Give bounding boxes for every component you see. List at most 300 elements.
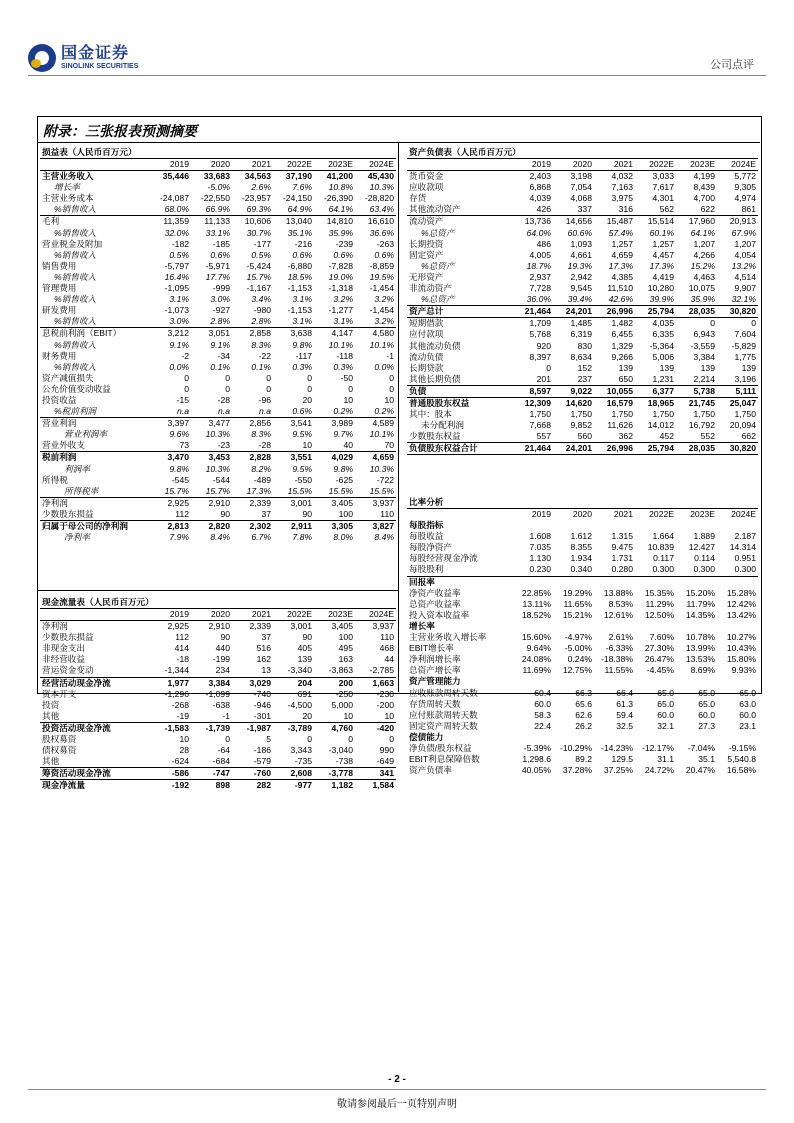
cell-value: 18.7% <box>526 260 551 271</box>
cell-value: 11,626 <box>607 420 633 431</box>
page-number: - 2 - <box>388 1074 406 1085</box>
cell-value: 0 <box>184 383 189 394</box>
cell-value: 200 <box>338 677 353 688</box>
cell-value: -550 <box>294 474 312 485</box>
cell-value: 3,001 <box>290 621 312 632</box>
cell-value: -1 <box>386 350 394 361</box>
cell-value: -15 <box>176 394 189 405</box>
table-row <box>40 521 396 533</box>
cell-value: -5,364 <box>649 340 674 351</box>
cell-value: 110 <box>380 632 394 643</box>
cell-value: 8,597 <box>512 385 553 397</box>
cell-value: 162 <box>256 654 271 665</box>
table-row <box>407 588 758 599</box>
table-row <box>40 261 396 272</box>
cell-value <box>553 676 594 687</box>
cell-value: 8.3% <box>251 429 271 440</box>
cell-value: 13.42% <box>726 609 756 620</box>
cell-value: 1.315 <box>611 531 633 542</box>
cell-value <box>553 520 594 531</box>
row-label: %销售收入 <box>54 227 97 238</box>
row-label: %销售收入 <box>40 316 150 328</box>
cell-value: 3,198 <box>570 171 592 182</box>
cell-value: 11.79% <box>686 598 715 609</box>
cell-value: 10.3% <box>205 463 230 474</box>
cell-value: 0 <box>389 372 394 383</box>
table-row <box>407 754 758 765</box>
cell-value: 61.3 <box>616 698 633 709</box>
cell-value: 2,858 <box>249 328 271 339</box>
cell-value: 5,000 <box>331 699 353 710</box>
cell-value: 9.1% <box>169 339 189 350</box>
row-label: 应付款项 <box>409 329 444 340</box>
row-label: EBIT利息保障倍数 <box>409 754 480 765</box>
cell-value: 20.47% <box>685 765 715 776</box>
row-label: 回报率 <box>409 576 435 587</box>
table-row <box>40 475 396 486</box>
cell-value: 24,201 <box>553 306 594 318</box>
cell-value: -5,797 <box>164 260 189 271</box>
logo-english-name: SINOLINK SECURITIES <box>61 63 139 70</box>
cell-value: 3,989 <box>331 418 353 429</box>
cell-value: 362 <box>594 431 635 443</box>
row-label: 资产总计 <box>407 306 512 318</box>
cell-value: 7.6% <box>292 182 312 193</box>
cell-value: 7.8% <box>292 532 312 543</box>
cell-value: 4,029 <box>331 452 353 463</box>
cell-value: 4,659 <box>611 249 633 260</box>
cell-value: 60.0 <box>534 698 551 709</box>
cell-value: 2,339 <box>249 621 271 632</box>
table-row <box>407 363 758 374</box>
row-label: 存货 <box>409 193 427 204</box>
cell-value: 3,033 <box>652 171 674 182</box>
cell-value: 41,200 <box>326 171 353 182</box>
cell-value: 2,339 <box>249 497 271 508</box>
cell-value: 25,047 <box>729 397 756 408</box>
row-label: 投资 <box>42 699 60 710</box>
cell-value: 562 <box>635 204 676 216</box>
row-label: 所得税 <box>42 474 68 485</box>
cell-value <box>635 621 676 632</box>
cell-value: 10,055 <box>594 385 635 397</box>
cell-value: 990 <box>379 745 394 756</box>
cell-value: 0.6% <box>374 249 394 260</box>
table-row <box>407 250 758 261</box>
cell-value: -200 <box>376 699 394 710</box>
cell-value: 10.1% <box>328 339 353 350</box>
cell-value: 486 <box>536 238 551 249</box>
cell-value: 65.6 <box>575 698 592 709</box>
row-label: 公允价值变动收益 <box>42 383 111 394</box>
section-title: 资产负债表（人民币百万元） <box>407 146 758 159</box>
cell-value: 0 <box>184 372 189 383</box>
cell-value: 8.4% <box>374 532 394 543</box>
cell-value: 15.20% <box>685 587 715 598</box>
cell-value <box>635 732 676 743</box>
cell-value: 6,943 <box>693 329 715 340</box>
cell-value: 0.340 <box>553 564 594 576</box>
table-row <box>407 564 758 576</box>
cell-value: 3,937 <box>372 497 394 508</box>
cell-value: 7,163 <box>611 182 633 193</box>
cell-value: 414 <box>174 643 189 654</box>
year-header: 2020 <box>191 159 232 171</box>
cell-value: 139 <box>700 362 715 373</box>
cell-value: 32.1 <box>657 720 674 731</box>
row-label: 固定资产周转天数 <box>409 720 478 731</box>
cell-value: 2,925 <box>167 497 189 508</box>
cell-value: 33.1% <box>205 227 230 238</box>
cell-value: 100 <box>338 632 353 643</box>
cell-value: 2,937 <box>529 271 551 282</box>
cell-value: 17.7% <box>205 271 230 282</box>
cell-value: 2.6% <box>251 182 271 193</box>
row-label: 主营业务收入增长率 <box>409 632 487 643</box>
cell-value: 16,579 <box>606 397 633 408</box>
cell-value: 1,977 <box>167 677 189 688</box>
row-label: 存货周转天数 <box>409 698 461 709</box>
table-row <box>407 239 758 250</box>
cell-value: 9.6% <box>169 429 189 440</box>
cell-value: -3,559 <box>690 340 715 351</box>
cell-value: -1,454 <box>369 283 394 294</box>
cell-value: 9,305 <box>734 182 756 193</box>
cell-value: 7.9% <box>169 532 189 543</box>
year-header: 2021 <box>232 609 273 621</box>
cell-value: 0 <box>751 318 756 329</box>
row-label: 营业外收支 <box>40 440 150 452</box>
cell-value: 7,617 <box>652 182 674 193</box>
cell-value: 40.05% <box>521 765 551 776</box>
cell-value: -263 <box>376 238 394 249</box>
cell-value: -625 <box>335 474 353 485</box>
cell-value: 11,133 <box>204 216 230 227</box>
row-label: 流动负债 <box>409 351 444 362</box>
row-label: 主营业务成本 <box>42 193 94 204</box>
cell-value: 4,147 <box>331 328 353 339</box>
cell-value: 1,750 <box>652 409 674 420</box>
cell-value: 26,996 <box>594 443 635 455</box>
cell-value <box>594 621 635 632</box>
cell-value: -999 <box>212 283 230 294</box>
row-label: 负债股东权益合计 <box>407 443 512 455</box>
cell-value: 5,772 <box>734 171 756 182</box>
row-label: 现金净流量 <box>42 780 85 791</box>
cell-value: 60.4 <box>534 687 551 698</box>
cell-value: -2 <box>181 350 189 361</box>
cell-value: 4,589 <box>372 418 394 429</box>
table-row <box>407 520 758 531</box>
row-label: 非现金支出 <box>42 643 85 654</box>
cell-value: 9,545 <box>570 283 592 294</box>
cell-value: -28,820 <box>364 193 394 204</box>
table-row <box>40 509 396 521</box>
year-header: 2019 <box>150 609 191 621</box>
row-label: %销售收入 <box>54 271 97 282</box>
cell-value: 1,298.6 <box>522 754 551 765</box>
cell-value: 2,925 <box>167 621 189 632</box>
cell-value: 21,464 <box>512 443 553 455</box>
table-row <box>407 688 758 699</box>
cell-value: -22,550 <box>200 193 230 204</box>
cell-value: 18,965 <box>647 397 674 408</box>
cell-value: -740 <box>253 688 271 699</box>
row-label: EBIT增长率 <box>409 643 454 654</box>
ratio-analysis-table <box>407 496 758 776</box>
cell-value: 3,384 <box>208 677 230 688</box>
cell-value: -5,829 <box>731 340 756 351</box>
cell-value: 3,384 <box>693 351 715 362</box>
cell-value: 139 <box>659 362 674 373</box>
cell-value: 37.28% <box>562 765 592 776</box>
cell-value: 8.4% <box>210 532 230 543</box>
cell-value: 4,580 <box>372 328 394 339</box>
cell-value <box>512 621 553 632</box>
cell-value: 16.58% <box>726 765 756 776</box>
row-label: %总资产 <box>407 294 512 306</box>
cell-value: 4,760 <box>331 722 353 733</box>
cell-value: 2,828 <box>249 452 271 463</box>
table-row <box>40 216 396 228</box>
cell-value: -230 <box>376 688 394 699</box>
table-row <box>40 780 396 792</box>
cell-value: 0.300 <box>635 564 676 576</box>
row-label: 营业利润 <box>42 418 77 429</box>
cell-value: 0.5% <box>169 249 189 260</box>
row-label: 短期借款 <box>409 318 444 329</box>
table-row <box>407 699 758 710</box>
cell-value: 14,810 <box>326 216 353 227</box>
row-label: 流动资产 <box>409 216 444 227</box>
row-label: 投资活动现金净流 <box>42 722 111 733</box>
row-label: 营运资金变动 <box>40 665 150 677</box>
table-row <box>40 362 396 373</box>
row-label: 投入资本收益率 <box>409 609 470 620</box>
year-header: 2023E <box>314 609 355 621</box>
table-row <box>40 700 396 711</box>
cell-value: 28,035 <box>676 306 717 318</box>
table-row <box>407 632 758 643</box>
year-header: 2020 <box>553 159 594 171</box>
cell-value: 110 <box>355 509 396 521</box>
cell-value: -1,318 <box>328 283 353 294</box>
cell-value: 13,736 <box>524 216 551 227</box>
cell-value: 15.5% <box>355 486 396 498</box>
cell-value: 0 <box>266 372 271 383</box>
cell-value: -1,153 <box>287 283 312 294</box>
cell-value: 6,377 <box>635 385 676 397</box>
cell-value: 2.61% <box>608 632 633 643</box>
row-label: 长期投资 <box>409 238 444 249</box>
cell-value: 35.9% <box>676 294 717 306</box>
cell-value: -1,739 <box>205 722 230 733</box>
cell-value: 15.7% <box>191 486 232 498</box>
cell-value: 0 <box>307 734 312 745</box>
row-label: 净利润 <box>42 621 68 632</box>
table-row <box>40 745 396 756</box>
cell-value: 1,663 <box>372 677 394 688</box>
cell-value: 60.0 <box>657 709 674 720</box>
cell-value: 60.6% <box>567 227 592 238</box>
cell-value <box>676 676 717 687</box>
cell-value: 3.1% <box>169 294 189 305</box>
table-row <box>407 654 758 665</box>
cell-value: 24.08% <box>521 654 551 665</box>
table-row <box>407 576 758 588</box>
cell-value <box>512 576 553 588</box>
cell-value: 3.2% <box>374 294 394 305</box>
row-label: %销售收入 <box>40 204 150 216</box>
row-label: 总资产增长率 <box>409 665 461 676</box>
row-label: %销售收入 <box>54 361 97 372</box>
cell-value: 8.69% <box>690 665 715 676</box>
cell-value: 17,960 <box>688 216 715 227</box>
cell-value: -9.15% <box>728 742 756 753</box>
row-label: %销售收入 <box>54 294 97 305</box>
table-row <box>40 532 396 543</box>
cell-value: -28 <box>232 440 273 452</box>
row-label: 利润率 <box>64 463 90 474</box>
cell-value: -3,863 <box>314 665 355 677</box>
cell-value: 10 <box>384 394 394 405</box>
table-row <box>40 294 396 305</box>
table-row <box>407 228 758 239</box>
table-row <box>407 409 758 420</box>
row-label: 其他长期负债 <box>407 374 512 386</box>
cell-value: 10 <box>179 734 189 745</box>
cell-value: 31.1 <box>657 754 674 765</box>
row-label: 股权募资 <box>42 734 77 745</box>
cell-value: 4,005 <box>529 249 551 260</box>
cell-value: 0 <box>225 734 230 745</box>
table-row <box>40 768 396 780</box>
cell-value: 15.5% <box>273 486 314 498</box>
table-row <box>40 734 396 745</box>
cell-value: 3,397 <box>167 418 189 429</box>
cell-value: 12.75% <box>562 665 592 676</box>
cell-value: -579 <box>232 756 273 768</box>
table-row <box>407 171 758 183</box>
cell-value: 139 <box>297 654 312 665</box>
table-row <box>407 542 758 553</box>
row-label: 资产负债率 <box>409 765 452 776</box>
table-section-title <box>40 596 396 609</box>
cell-value: 25,794 <box>635 306 676 318</box>
cell-value: 63.0 <box>739 698 756 709</box>
cell-value: -624 <box>150 756 191 768</box>
cell-value: 15,514 <box>647 216 674 227</box>
cell-value: 69.3% <box>232 204 273 216</box>
cell-value: -28 <box>217 394 230 405</box>
table-row <box>40 351 396 362</box>
cell-value: 14.314 <box>729 542 756 553</box>
cell-value: 20,913 <box>729 216 756 227</box>
cell-value: 0.6% <box>210 249 230 260</box>
cell-value: -3,778 <box>314 768 355 780</box>
cell-value: 20,094 <box>729 420 756 431</box>
cell-value: 21,745 <box>688 397 715 408</box>
cell-value: 4,457 <box>652 249 674 260</box>
cell-value: 3,477 <box>208 418 230 429</box>
cell-value: 830 <box>577 340 592 351</box>
row-label: 净负债/股东权益 <box>409 742 472 753</box>
section-divider <box>37 590 399 591</box>
cell-value: 1,750 <box>570 409 592 420</box>
cell-value: 10.1% <box>369 339 394 350</box>
cell-value: 89.2 <box>575 754 592 765</box>
cell-value: 10.27% <box>726 632 756 643</box>
cell-value: 59.4 <box>616 709 633 720</box>
cell-value: 9.475 <box>611 542 633 553</box>
table-row <box>407 765 758 776</box>
cell-value: 1.612 <box>570 531 592 542</box>
row-label: 其中：股本 <box>409 409 452 420</box>
cell-value: -64 <box>217 745 230 756</box>
cell-value: 201 <box>512 374 553 386</box>
cell-value: 40 <box>314 440 355 452</box>
row-label: 净利率 <box>64 532 90 543</box>
row-label: 其他 <box>40 711 150 723</box>
cell-value: 20 <box>302 394 312 405</box>
column-divider <box>398 143 399 692</box>
cell-value: 60.0 <box>698 709 715 720</box>
cell-value: 0 <box>307 383 312 394</box>
cell-value: -23 <box>191 440 232 452</box>
cell-value: 32.5 <box>616 720 633 731</box>
document-type: 公司点评 <box>710 59 754 71</box>
cell-value <box>717 621 758 632</box>
cell-value: 9,266 <box>611 351 633 362</box>
cell-value: 3.4% <box>251 294 271 305</box>
row-label: 研发费用 <box>42 305 77 316</box>
cell-value <box>717 520 758 531</box>
table-row <box>407 732 758 743</box>
footer-disclaimer: 敬请参阅最后一页特别声明 <box>337 1099 457 1110</box>
cell-value: -18.38% <box>600 654 633 665</box>
cell-value: -216 <box>294 238 312 249</box>
cell-value: 1.664 <box>652 531 674 542</box>
cell-value <box>635 520 676 531</box>
year-header-blank <box>40 609 150 621</box>
cell-value: -26,390 <box>323 193 353 204</box>
year-header: 2021 <box>232 159 273 171</box>
cell-value: -5,424 <box>246 260 271 271</box>
row-label: 筹资活动现金净流 <box>40 768 150 780</box>
cell-value: -23,957 <box>241 193 271 204</box>
year-header: 2024E <box>731 509 756 519</box>
cell-value: 10.43% <box>726 643 756 654</box>
cell-value <box>635 676 676 687</box>
cell-value: 37.25% <box>603 765 633 776</box>
table-row <box>40 486 396 498</box>
cell-value: 4,301 <box>652 193 674 204</box>
cell-value: 5,111 <box>717 385 758 397</box>
cell-value: 14,012 <box>647 420 674 431</box>
table-row <box>40 429 396 440</box>
cell-value: 90 <box>302 632 312 643</box>
cell-value: 90 <box>273 509 314 521</box>
cell-value: 3.0% <box>150 316 191 328</box>
year-header-blank <box>407 509 512 521</box>
cell-value: 1,207 <box>693 238 715 249</box>
row-label: 未分配利润 <box>421 420 464 431</box>
cell-value: -638 <box>212 699 230 710</box>
cell-value: 1.608 <box>529 531 551 542</box>
row-label: 所得税率 <box>40 486 150 498</box>
row-label: 税前利润 <box>42 452 77 463</box>
cell-value: 1.934 <box>570 553 592 564</box>
